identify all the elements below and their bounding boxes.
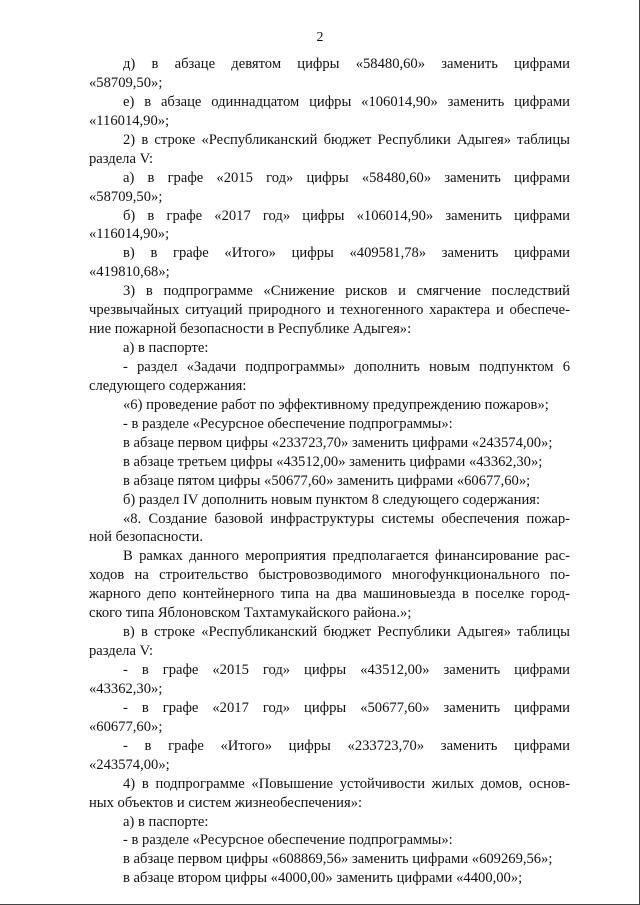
text-line: в) в строке «Республиканский бюджет Республики Адыгея» таблицы — [123, 624, 570, 641]
text-line: б) раздел IV дополнить новым пунктом 8 следующего содержания: — [123, 491, 541, 508]
text-line: ние пожарной безопасности в Республике Адыгея»: — [89, 321, 412, 338]
text-line: - в графе «2015 год» цифры «43512,00» заменить цифрами — [123, 662, 570, 678]
text-line: - в графе «2017 год» цифры «50677,60» заменить цифрами — [123, 699, 570, 716]
text-line: ского типа Яблоновском Тахтамукайского района.»; — [89, 605, 412, 622]
page-number: 2 — [316, 30, 324, 45]
text-line: в абзаце первом цифры «608869,56» заменить цифрами «609269,56»; — [123, 851, 553, 868]
text-line: раздела V: — [89, 150, 154, 167]
text-line: жарного депо контейнерного типа на два машиновыезда в поселке город- — [89, 586, 570, 603]
text-line: в абзаце пятом цифры «50677,60» заменить цифрами «60677,60»; — [123, 472, 531, 489]
text-line: 3) в подпрограмме «Снижение рисков и смягчение последствий — [123, 283, 570, 300]
text-line: «43362,30»; — [89, 680, 163, 697]
text-line: В рамках данного мероприятия предполагается финансирование рас- — [123, 548, 570, 565]
text-line: 2) в строке «Республиканский бюджет Республики Адыгея» таблицы — [123, 131, 570, 148]
text-line: в абзаце первом цифры «233723,70» заменить цифрами «243574,00»; — [123, 434, 553, 451]
text-line: ходов на строительство быстровозводимого многофункционального по- — [89, 567, 570, 584]
text-line: - в разделе «Ресурсное обеспечение подпрограммы»: — [123, 415, 453, 432]
text-line: «243574,00»; — [89, 756, 170, 773]
text-line: а) в паспорте: — [123, 813, 209, 830]
text-line: «419810,68»; — [89, 264, 170, 281]
text-line: в) в графе «Итого» цифры «409581,78» заменить цифрами — [123, 245, 570, 262]
text-line: е) в абзаце одиннадцатом цифры «106014,90» заменить цифрами — [123, 93, 570, 110]
text-line: а) в паспорте: — [123, 340, 209, 357]
text-line: «58709,50»; — [89, 188, 163, 205]
text-line: «60677,60»; — [89, 718, 163, 735]
text-line: раздела V: — [89, 643, 154, 660]
text-line: «58709,50»; — [89, 74, 163, 91]
text-line: чрезвычайных ситуаций природного и техногенного характера и обеспече- — [89, 302, 570, 319]
text-line: «116014,90»; — [89, 112, 170, 129]
text-line: б) в графе «2017 год» цифры «106014,90» заменить цифрами — [123, 207, 570, 224]
text-line: - в графе «Итого» цифры «233723,70» заменить цифрами — [123, 737, 570, 754]
text-line: «116014,90»; — [89, 226, 170, 243]
text-line: «6) проведение работ по эффективному предупреждению пожаров»; — [123, 396, 549, 413]
text-line: 4) в подпрограмме «Повышение устойчивости жилых домов, основ- — [123, 775, 570, 792]
text-line: а) в графе «2015 год» цифры «58480,60» заменить цифрами — [123, 169, 570, 186]
text-line: - в разделе «Ресурсное обеспечение подпрограммы»: — [123, 832, 453, 849]
text-line: ной безопасности. — [89, 529, 203, 546]
text-line: в абзаце втором цифры «4000,00» заменить цифрами «4400,00»; — [123, 870, 523, 887]
text-line: в абзаце третьем цифры «43512,00» заменить цифрами «43362,30»; — [123, 453, 543, 470]
text-line: - раздел «Задачи подпрограммы» дополнить новым подпунктом 6 — [123, 359, 570, 375]
text-line: следующего содержания: — [89, 377, 247, 394]
text-line: д) в абзаце девятом цифры «58480,60» заменить цифрами — [123, 56, 570, 72]
document-body — [89, 55, 570, 888]
text-line: ных объектов и систем жизнеобеспечения»: — [89, 794, 363, 811]
text-line: «8. Создание базовой инфраструктуры системы обеспечения пожар- — [123, 510, 570, 527]
